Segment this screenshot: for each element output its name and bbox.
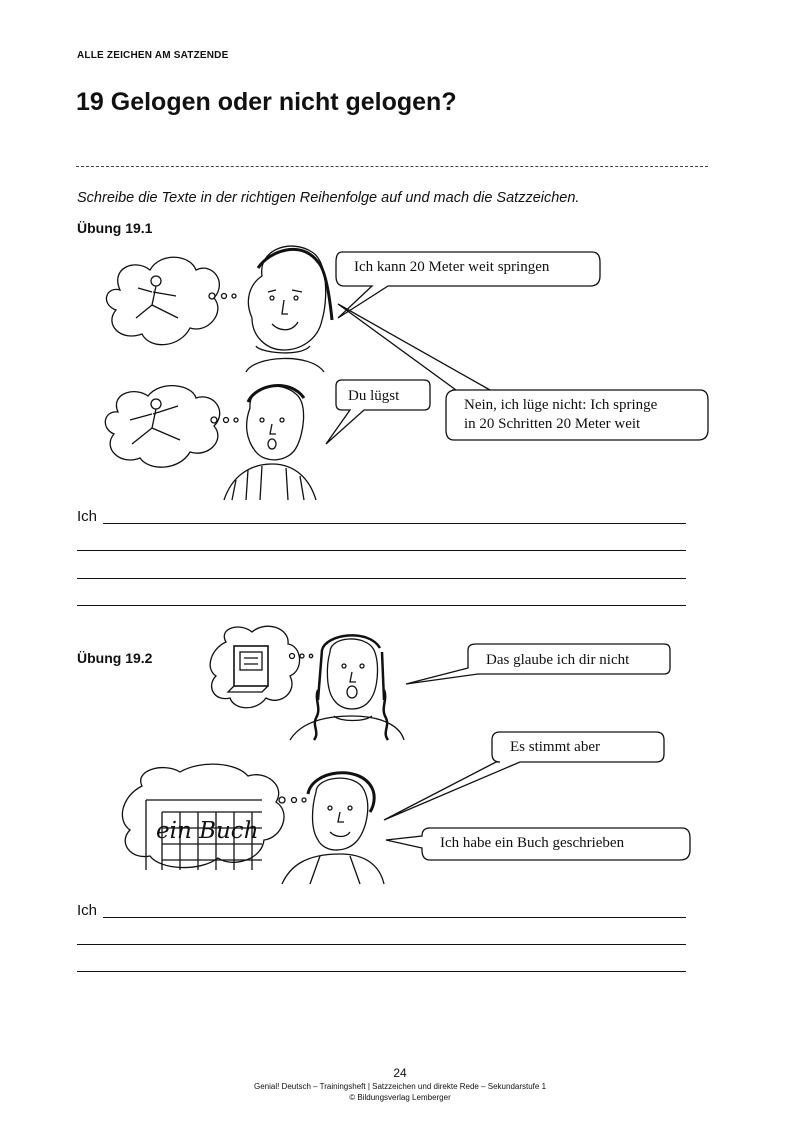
- handwritten-ein-buch: ein Buch: [156, 818, 259, 844]
- running-head: ALLE ZEICHEN AM SATZENDE: [77, 50, 229, 61]
- bubble-text-19-1-c-line2: in 20 Schritten 20 Meter weit: [464, 416, 641, 432]
- instruction-text: Schreibe die Texte in der richtigen Reihenfolge auf und mach die Satzzeichen.: [77, 190, 580, 206]
- bubble-text-19-2-c: Ich habe ein Buch geschrieben: [440, 835, 625, 851]
- exercise-heading-19-1: Übung 19.1: [77, 220, 153, 236]
- boy-portrait-3: [282, 773, 384, 884]
- answer-line[interactable]: [77, 550, 686, 551]
- exercise-heading-19-2: Übung 19.2: [77, 650, 153, 666]
- bubble-text-19-1-c-line1: Nein, ich lüge nicht: Ich springe: [464, 397, 658, 413]
- answer-line[interactable]: [103, 523, 686, 524]
- thought-cloud-jumper: [106, 257, 236, 344]
- page-number: 24: [393, 1066, 407, 1080]
- bubble-text-19-2-b: Es stimmt aber: [510, 739, 600, 755]
- footer-publication: Genial! Deutsch – Trainingsheft | Satzzeichen und direkte Rede – Sekundarstufe 1: [253, 1082, 547, 1091]
- answer-line[interactable]: [77, 605, 686, 606]
- bubble-text-19-1-a: Ich kann 20 Meter weit springen: [354, 259, 550, 275]
- answer-line[interactable]: [103, 917, 686, 918]
- page-title: 19 Gelogen oder nicht gelogen?: [76, 88, 457, 116]
- answer-line[interactable]: [77, 971, 686, 972]
- bubble-text-19-2-a: Das glaube ich dir nicht: [486, 652, 630, 668]
- bubble-text-19-1-b: Du lügst: [348, 388, 400, 404]
- answer-line[interactable]: [77, 578, 686, 579]
- girl-portrait: [290, 635, 404, 740]
- boy-portrait-2: [224, 386, 316, 500]
- footer-publisher: © Bildungsverlag Lemberger: [349, 1093, 451, 1102]
- thought-cloud-book: [210, 626, 313, 708]
- line-start-ich: Ich: [77, 902, 98, 919]
- line-start-ich: Ich: [77, 508, 98, 525]
- answer-line[interactable]: [77, 944, 686, 945]
- thought-cloud-runner: [105, 386, 238, 468]
- boy-portrait: [246, 246, 332, 372]
